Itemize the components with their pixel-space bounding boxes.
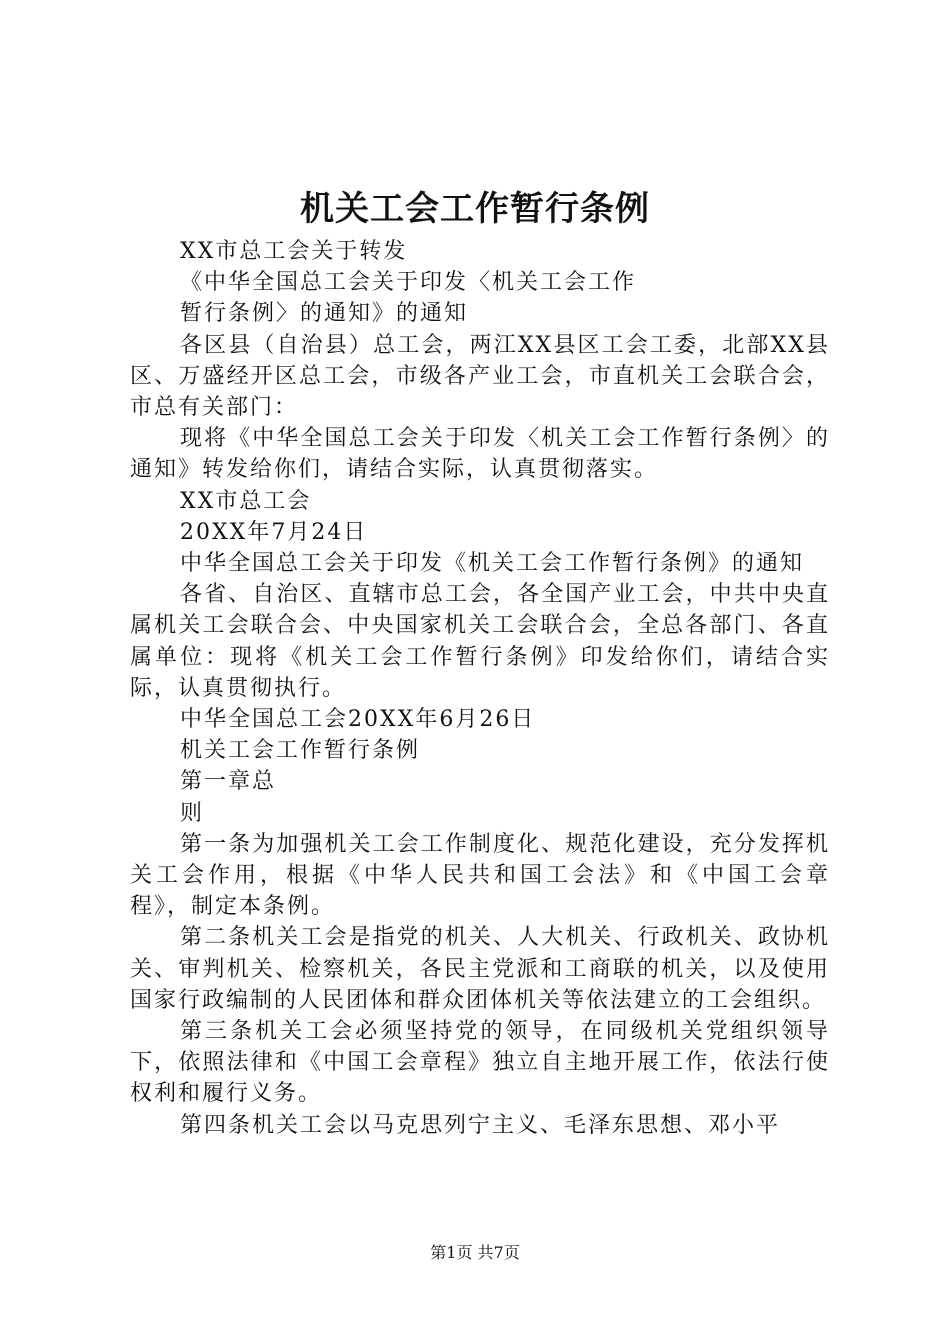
page-number-footer: 第1页 共7页	[430, 1243, 520, 1262]
paragraph: 第一条为加强机关工会工作制度化、规范化建设，充分发挥机关工会作用，根据《中华人民共和国工会法》和《中国工会章程》，制定本条例。	[130, 831, 830, 920]
paragraph: 中华全国总工会关于印发《机关工会工作暂行条例》的通知	[180, 551, 805, 577]
document-title: 机关工会工作暂行条例	[300, 189, 650, 229]
paragraph: 第一章总	[180, 769, 277, 795]
paragraph: 第四条机关工会以马克思列宁主义、毛泽东思想、邓小平	[180, 1112, 781, 1138]
paragraph: 20XX年7月24日	[180, 519, 368, 545]
paragraph: 第三条机关工会必须坚持党的领导，在同级机关党组织领导下，依照法律和《中国工会章程》独立自主地开展工作，依法行使权利和履行义务。	[130, 1019, 830, 1107]
paragraph: 现将《中华全国总工会关于印发〈机关工会工作暂行条例〉的通知》转发给你们，请结合实际，认真贯彻落实。	[130, 426, 830, 483]
paragraph: 《中华全国总工会关于印发〈机关工会工作	[180, 270, 637, 296]
paragraph: XX市总工会	[180, 488, 312, 514]
paragraph: 则	[180, 800, 205, 826]
paragraph: XX市总工会关于转发	[180, 239, 408, 264]
paragraph: 各区县（自治县）总工会，两江XX县区工会工委，北部XX县区、万盛经开区总工会，市级各产业工会，市直机关工会联合会，市总有关部门：	[130, 332, 830, 421]
paragraph: 机关工会工作暂行条例	[180, 738, 421, 764]
paragraph: 暂行条例〉的通知》的通知	[180, 301, 469, 327]
paragraph: 第二条机关工会是指党的机关、人大机关、行政机关、政协机关、审判机关、检察机关，各民主党派和工商联的机关，以及使用国家行政编制的人民团体和群众团体机关等依法建立的工会组织。	[130, 925, 830, 1013]
paragraph: 各省、自治区、直辖市总工会，各全国产业工会，中共中央直属机关工会联合会、中央国家机关工会联合会，全总各部门、各直属单位：现将《机关工会工作暂行条例》印发给你们，请结合实际，认真贯彻执行。	[130, 582, 830, 701]
document-body	[130, 236, 830, 1141]
paragraph: 中华全国总工会20XX年6月26日	[180, 707, 536, 733]
